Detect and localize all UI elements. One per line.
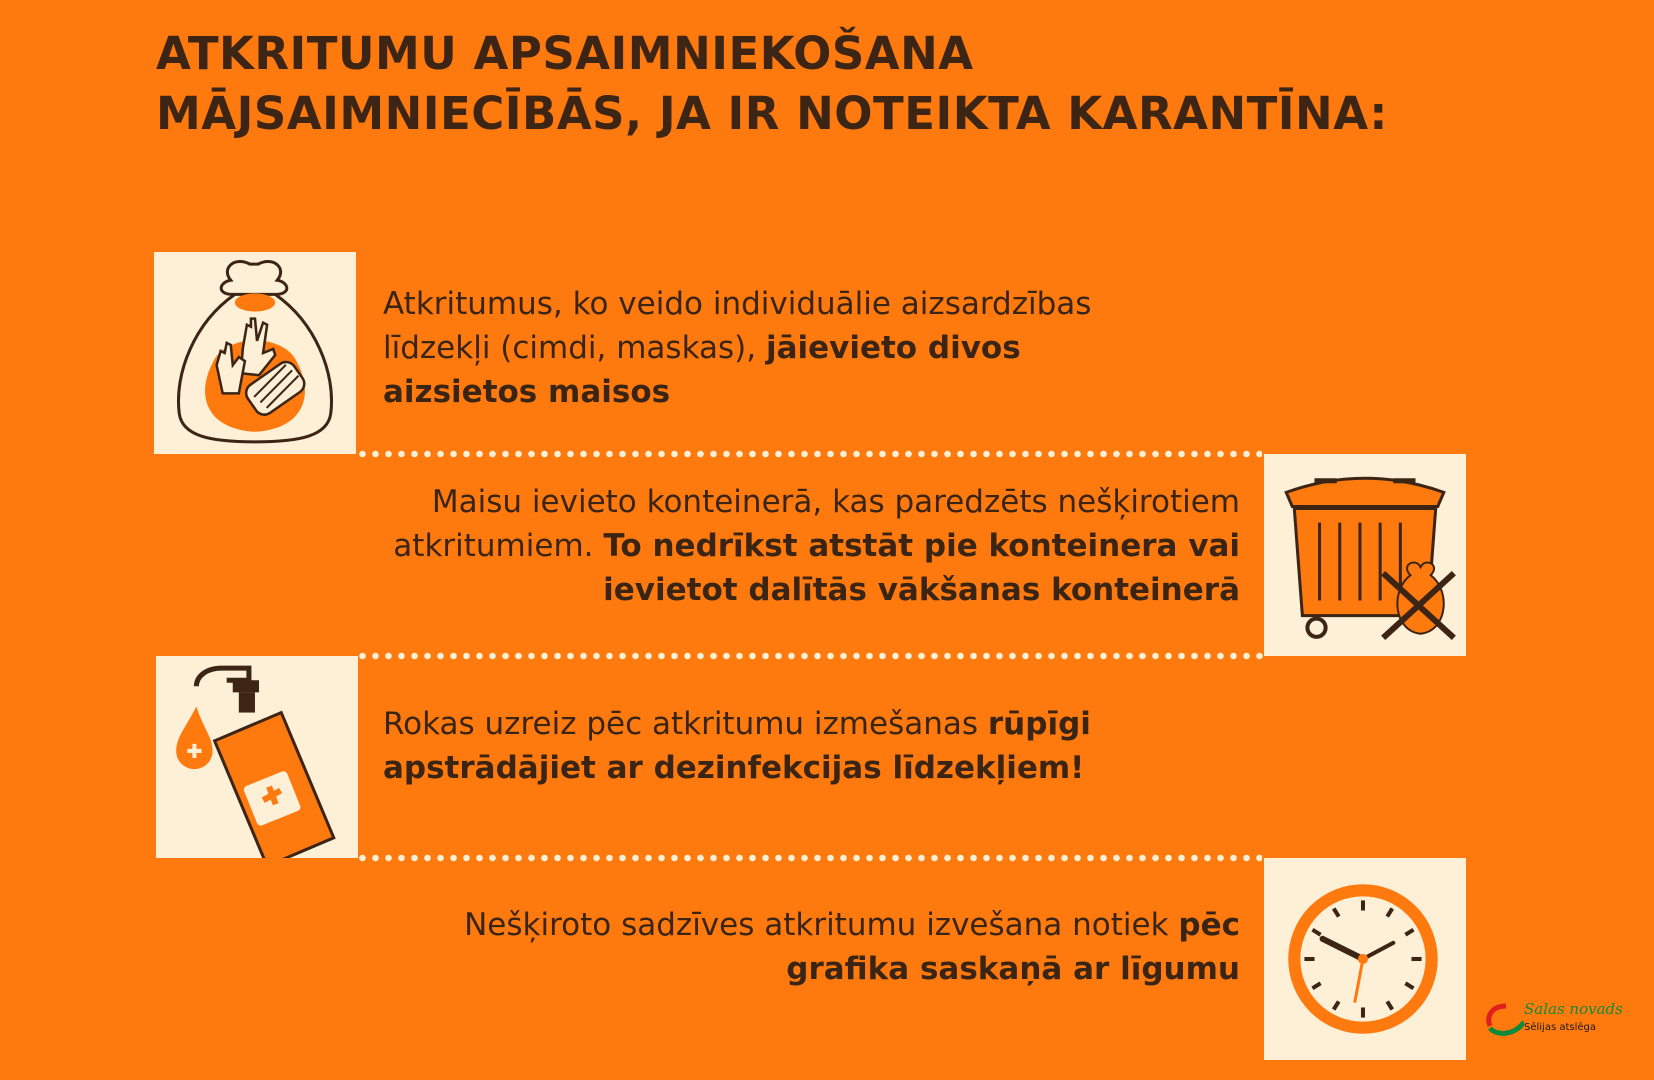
item-4-bold: pēc grafika saskaņā ar līgumu: [786, 907, 1240, 987]
waste-container-no-bag-icon: [1264, 454, 1466, 656]
divider-2: [356, 652, 1266, 660]
item-4-text: [440, 903, 1240, 991]
item-4-normal: Nešķiroto sadzīves atkritumu izvešana notiek: [464, 907, 1179, 943]
logo-tagline: Sēlijas atslēga: [1524, 1022, 1597, 1033]
item-2-bold: To nedrīkst atstāt pie konteinera vai ievietot dalītās vākšanas konteinerā: [603, 528, 1240, 608]
trash-bag-gloves-mask-icon: [154, 252, 356, 454]
logo-emblem-icon: [1484, 1000, 1524, 1040]
clock-icon: [1264, 858, 1466, 1060]
divider-3: [356, 854, 1262, 862]
item-1-text: [383, 282, 1173, 414]
item-3-bold: rūpīgi apstrādājiet ar dezinfekcijas līdzekļiem!: [383, 706, 1091, 786]
item-2-normal: Maisu ievieto konteinerā, kas paredzēts nešķirotiem atkritumiem.: [393, 484, 1240, 564]
divider-1: [356, 450, 1262, 458]
page-title: [156, 24, 1556, 144]
item-3-normal: Rokas uzreiz pēc atkritumu izmešanas: [383, 706, 988, 742]
salas-novads-logo: [1484, 1000, 1623, 1040]
item-2-text: [360, 480, 1240, 612]
item-1-bold: jāievieto divos aizsietos maisos: [383, 330, 1021, 410]
title-line-2: MĀJSAIMNIECĪBĀS, JA IR NOTEIKTA KARANTĪNA:: [156, 87, 1388, 140]
item-3-text: [383, 702, 1203, 790]
title-line-1: ATKRITUMU APSAIMNIEKOŠANA: [156, 27, 974, 80]
item-1-normal: Atkritumus, ko veido individuālie aizsardzības līdzekļi (cimdi, maskas),: [383, 286, 1092, 366]
logo-name: Salas novads: [1524, 1000, 1623, 1018]
hand-sanitizer-icon: [156, 656, 358, 858]
